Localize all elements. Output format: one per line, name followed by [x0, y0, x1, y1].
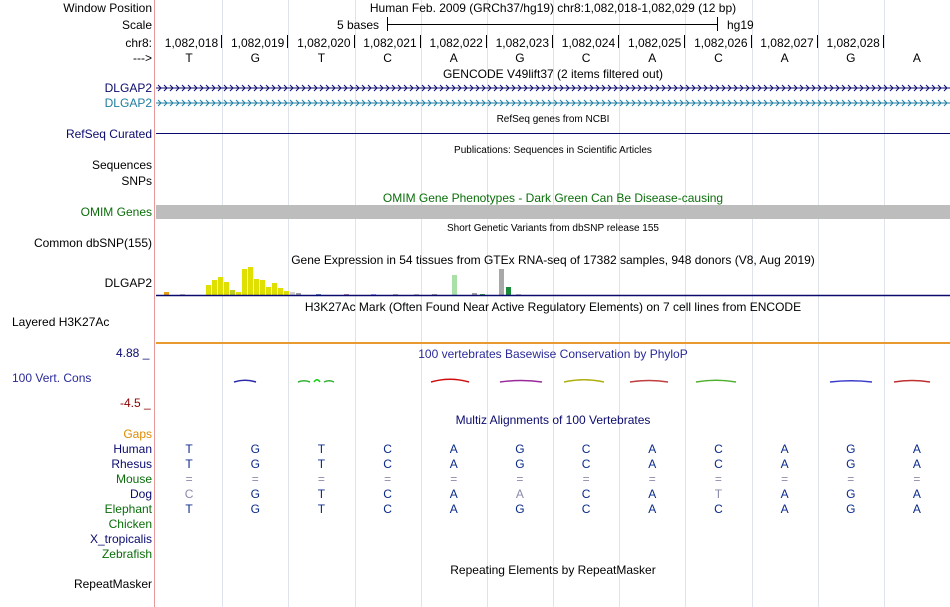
- aligned-base: T: [185, 457, 193, 471]
- aligned-base: A: [912, 442, 921, 456]
- aligned-base: C: [714, 457, 723, 471]
- conservation-signal[interactable]: [156, 374, 950, 390]
- aligned-base: G: [250, 487, 260, 501]
- aligned-base: A: [449, 487, 458, 501]
- aligned-base: T: [317, 487, 326, 501]
- aligned-base: =: [317, 472, 325, 486]
- aligned-base: G: [846, 502, 856, 516]
- gtex-tissue-bar: [230, 290, 235, 295]
- conservation-mark: [830, 381, 872, 382]
- gtex-tissue-bar: [290, 292, 295, 295]
- scale-assembly: hg19: [727, 18, 754, 32]
- omim-gene-bar[interactable]: [156, 205, 950, 219]
- multiz-species-label[interactable]: Zebrafish: [101, 547, 152, 561]
- strand-arrow-label[interactable]: --->: [133, 51, 152, 65]
- gtex-tissue-bar: [499, 269, 504, 295]
- aligned-base: G: [846, 457, 856, 471]
- refseq-track-title: RefSeq genes from NCBI: [496, 114, 610, 125]
- aligned-base: =: [450, 472, 458, 486]
- gtex-tissue-bar: [260, 280, 265, 295]
- aligned-base: T: [317, 502, 326, 516]
- gtex-tissue-bar: [452, 275, 457, 295]
- gtex-tissue-bar: [284, 291, 289, 295]
- scale-bar-text: 5 bases: [337, 18, 380, 32]
- aligned-base: A: [449, 442, 458, 456]
- conservation-mark: [324, 381, 334, 382]
- aligned-base: T: [317, 442, 326, 456]
- ruler-tick: [883, 35, 884, 48]
- conservation-track-label[interactable]: 100 Vert. Cons: [12, 371, 92, 385]
- ruler-tick: [552, 35, 553, 48]
- aligned-base: A: [449, 502, 458, 516]
- conservation-mark: [234, 380, 256, 382]
- multiz-species-label[interactable]: Elephant: [104, 502, 152, 516]
- dbsnp-track-title: Short Genetic Variants from dbSNP release 155: [447, 223, 659, 234]
- aligned-base: A: [912, 487, 921, 501]
- aligned-base: C: [714, 442, 723, 456]
- gtex-tissue-bar: [224, 282, 229, 295]
- aligned-base: A: [912, 502, 921, 516]
- conservation-ymin: -4.5 _: [120, 396, 151, 410]
- aligned-base: C: [383, 457, 392, 471]
- reference-base: G: [250, 51, 260, 65]
- gtex-expression-bars[interactable]: [156, 266, 950, 298]
- ruler-position: 1,082,023: [495, 36, 549, 50]
- aligned-base: G: [515, 442, 525, 456]
- publications-track-label[interactable]: Sequences: [91, 158, 152, 172]
- aligned-base: C: [581, 487, 591, 501]
- ruler-tick: [486, 35, 487, 48]
- aligned-base: G: [250, 457, 260, 471]
- aligned-base: A: [515, 487, 524, 501]
- left-border-line: [154, 0, 155, 607]
- aligned-base: G: [846, 487, 856, 501]
- h3k27ac-signal-line: [156, 342, 950, 344]
- conservation-ymax: 4.88 _: [116, 346, 150, 360]
- aligned-base: A: [648, 457, 657, 471]
- aligned-base: A: [780, 442, 789, 456]
- conservation-mark: [630, 381, 668, 383]
- reference-base: A: [449, 51, 458, 65]
- multiz-species-label[interactable]: Rhesus: [111, 457, 152, 471]
- ruler-tick: [287, 35, 288, 48]
- aligned-base: A: [648, 442, 657, 456]
- window-position-value: Human Feb. 2009 (GRCh37/hg19) chr8:1,082,018-1,082,029 (12 bp): [369, 1, 737, 15]
- ruler-tick: [420, 35, 421, 48]
- aligned-base: C: [383, 502, 392, 516]
- aligned-base: =: [648, 472, 656, 486]
- reference-base: A: [912, 51, 921, 65]
- aligned-base: C: [714, 502, 723, 516]
- aligned-base: G: [250, 442, 260, 456]
- ruler-position: 1,082,025: [627, 36, 682, 50]
- h3k27ac-track-title: H3K27Ac Mark (Often Found Near Active Regulatory Elements) on 7 cell lines from ENCODE: [304, 300, 802, 314]
- aligned-base: =: [847, 472, 855, 486]
- scale-bar: [387, 17, 718, 31]
- aligned-base: A: [780, 487, 789, 501]
- gencode-track-title: GENCODE V49lift37 (2 items filtered out): [442, 67, 664, 81]
- refseq-track-label[interactable]: RefSeq Curated: [65, 127, 152, 141]
- repeatmasker-track-title: Repeating Elements by RepeatMasker: [450, 563, 656, 577]
- gtex-track-label[interactable]: DLGAP2: [104, 276, 152, 290]
- aligned-base: G: [515, 457, 525, 471]
- aligned-base: T: [714, 487, 723, 501]
- conservation-track-title: 100 vertebrates Basewise Conservation by PhyloP: [418, 347, 688, 361]
- ruler-position: 1,082,027: [760, 36, 814, 50]
- ruler-position: 1,082,018: [164, 36, 219, 50]
- multiz-species-label[interactable]: Human: [113, 442, 152, 456]
- gencode-item-label-2[interactable]: DLGAP2: [104, 96, 152, 110]
- aligned-base: =: [781, 472, 789, 486]
- ruler-position: 1,082,026: [694, 36, 748, 50]
- ruler-position: 1,082,024: [561, 36, 616, 50]
- ruler-position: 1,082,020: [297, 36, 351, 50]
- aligned-base: T: [317, 457, 326, 471]
- conservation-mark: [500, 381, 542, 383]
- gtex-tissue-bar: [242, 269, 247, 295]
- ruler-tick: [684, 35, 685, 48]
- aligned-base: A: [449, 457, 458, 471]
- aligned-base: G: [846, 442, 856, 456]
- aligned-base: =: [913, 472, 921, 486]
- conservation-mark: [894, 381, 930, 383]
- repeatmasker-track-label[interactable]: RepeatMasker: [73, 577, 152, 591]
- aligned-base: A: [648, 502, 657, 516]
- window-position-label: Window Position: [63, 1, 152, 15]
- multiz-species-label[interactable]: X_tropicalis: [89, 532, 152, 546]
- aligned-base: C: [383, 442, 392, 456]
- ruler-position: 1,082,019: [230, 36, 285, 50]
- chrom-label[interactable]: chr8:: [125, 36, 152, 50]
- gencode-item-label-1[interactable]: DLGAP2: [104, 81, 152, 95]
- gtex-tissue-bar: [272, 283, 277, 295]
- multiz-track-title: Multiz Alignments of 100 Vertebrates: [455, 413, 651, 427]
- gtex-tissue-bar: [206, 285, 211, 295]
- gtex-tissue-bar: [164, 292, 169, 295]
- reference-base: T: [185, 51, 193, 65]
- conservation-mark: [696, 380, 736, 382]
- scale-label[interactable]: Scale: [121, 18, 152, 32]
- gtex-tissue-bar: [248, 267, 253, 295]
- aligned-base: =: [251, 472, 259, 486]
- aligned-base: C: [383, 487, 392, 501]
- conservation-mark: [431, 379, 469, 382]
- gtex-tissue-bar: [254, 279, 259, 295]
- ruler-tick: [751, 35, 752, 48]
- aligned-base: A: [648, 487, 657, 501]
- aligned-base: =: [384, 472, 392, 486]
- gtex-tissue-bar: [218, 277, 223, 295]
- ruler-position: 1,082,028: [826, 36, 880, 50]
- ruler-tick: [354, 35, 355, 48]
- publications-track-title: Publications: Sequences in Scientific Articles: [454, 145, 652, 156]
- h3k27ac-track-label[interactable]: Layered H3K27Ac: [12, 315, 110, 329]
- omim-track-label[interactable]: OMIM Genes: [80, 205, 152, 219]
- aligned-base: G: [515, 502, 525, 516]
- reference-base: C: [383, 51, 392, 65]
- gtex-track-title: Gene Expression in 54 tissues from GTEx RNA-seq of 17382 samples, 948 donors (V8, Aug 2019): [291, 253, 815, 267]
- aligned-base: =: [714, 472, 722, 486]
- gencode-gene-2[interactable]: [156, 98, 950, 108]
- multiz-species-label[interactable]: Dog: [129, 487, 152, 501]
- refseq-gene-line[interactable]: [156, 133, 950, 134]
- conservation-mark: [298, 381, 310, 382]
- gtex-tissue-bar: [236, 292, 241, 295]
- reference-base: G: [846, 51, 856, 65]
- aligned-base: C: [581, 442, 591, 456]
- aligned-base: T: [185, 442, 193, 456]
- reference-base: T: [317, 51, 326, 65]
- aligned-base: A: [912, 457, 921, 471]
- multiz-species-label[interactable]: Chicken: [108, 517, 152, 531]
- gtex-tissue-bar: [278, 288, 283, 295]
- conservation-mark: [564, 380, 604, 382]
- aligned-base: A: [780, 502, 789, 516]
- reference-base: G: [515, 51, 525, 65]
- ruler-position: 1,082,022: [429, 36, 483, 50]
- ruler-tick: [817, 35, 818, 48]
- reference-base: A: [648, 51, 657, 65]
- ruler-tick: [221, 35, 222, 48]
- aligned-base: C: [581, 457, 591, 471]
- aligned-base: A: [780, 457, 789, 471]
- dbsnp-track-label[interactable]: Common dbSNP(155): [33, 236, 152, 250]
- multiz-species-label[interactable]: Mouse: [115, 472, 152, 486]
- gtex-tissue-bar: [506, 287, 511, 295]
- gtex-tissue-bar: [212, 280, 217, 295]
- reference-base: A: [780, 51, 789, 65]
- gtex-tissue-bar: [296, 293, 301, 295]
- ruler-tick: [618, 35, 619, 48]
- aligned-base: T: [185, 502, 193, 516]
- conservation-mark: [314, 380, 320, 382]
- gtex-tissue-bar: [266, 287, 271, 295]
- gtex-tissue-bar: [472, 293, 477, 295]
- ruler-position: 1,082,021: [363, 36, 417, 50]
- reference-base: C: [714, 51, 723, 65]
- multiz-gaps-label[interactable]: Gaps: [123, 427, 152, 441]
- aligned-base: G: [250, 502, 260, 516]
- snps-track-label[interactable]: SNPs: [121, 174, 152, 188]
- aligned-base: =: [516, 472, 524, 486]
- aligned-base: =: [582, 472, 590, 486]
- aligned-base: C: [581, 502, 591, 516]
- aligned-base: C: [184, 487, 194, 501]
- reference-base: C: [581, 51, 591, 65]
- omim-track-title: OMIM Gene Phenotypes - Dark Green Can Be Disease-causing: [382, 191, 724, 205]
- gencode-gene-1[interactable]: [156, 83, 950, 93]
- aligned-base: =: [185, 472, 193, 486]
